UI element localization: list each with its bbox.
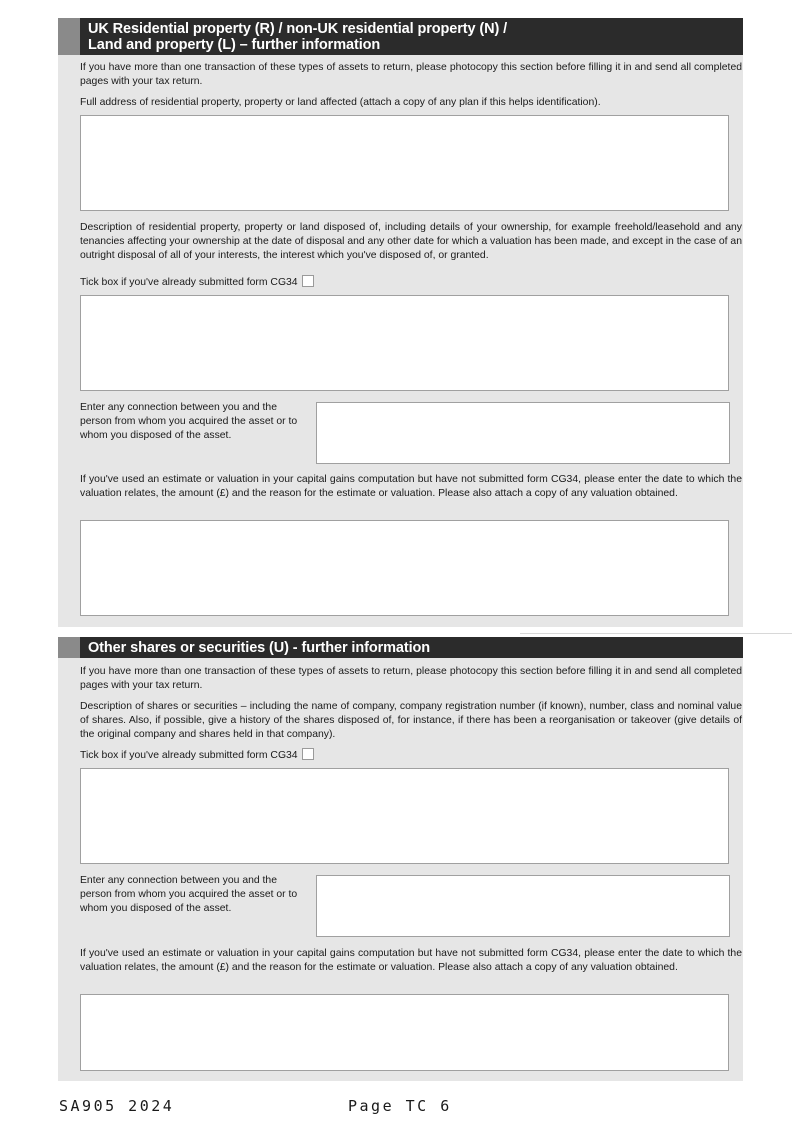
residential-intro-text: If you have more than one transaction of these types of assets to return, please photocopy this section before filling it in and send all completed pages with your tax return.: [80, 62, 742, 87]
residential-valuation-field[interactable]: [80, 520, 729, 616]
residential-connection-field[interactable]: [316, 402, 730, 464]
residential-title-line2: Land and property (L) – further information: [88, 37, 381, 53]
residential-cg34-tick-label: Tick box if you've already submitted form CG34: [80, 277, 298, 288]
shares-cg34-checkbox[interactable]: [302, 748, 314, 760]
divider-line: [520, 633, 792, 634]
residential-connection-label: Enter any connection between you and the person from whom you acquired the asset or to whom you disposed of the asset.: [80, 402, 298, 441]
property-description-label: Description of residential property, property or land disposed of, including details of your ownership, for example freehold/leasehold and any tenancies affecting your ownership at the date of disposal and any other date for which a valuation has been made, and except in the case of an outright disposal of all of your interests, the interest which you've disposed of, or granted.: [80, 222, 742, 261]
header-tab-marker: [58, 637, 80, 658]
residential-section-title: [88, 21, 735, 53]
address-label: Full address of residential property, property or land affected (attach a copy of any plan if this helps identification).: [80, 97, 601, 108]
shares-cg34-tick-label: Tick box if you've already submitted form CG34: [80, 750, 298, 761]
shares-cg34-tick-row: [80, 748, 314, 763]
property-description-field[interactable]: [80, 295, 729, 391]
shares-securities-section: [58, 637, 743, 1081]
residential-valuation-label: If you've used an estimate or valuation in your capital gains computation but have not submitted form CG34, please enter the date to which the valuation relates, the amount (£) and the reason for the estimate or valuation. Please also attach a copy of any valuation obtained.: [80, 474, 742, 499]
residential-property-section: [58, 18, 743, 627]
page-number: Page TC 6: [348, 1097, 452, 1115]
form-code: SA905 2024: [59, 1097, 175, 1115]
shares-connection-field[interactable]: [316, 875, 730, 937]
shares-intro-text: If you have more than one transaction of these types of assets to return, please photocopy this section before filling it in and send all completed pages with your tax return.: [80, 666, 742, 691]
shares-valuation-label: If you've used an estimate or valuation in your capital gains computation but have not submitted form CG34, please enter the date to which the valuation relates, the amount (£) and the reason for the estimate or valuation. Please also attach a copy of any valuation obtained.: [80, 948, 742, 973]
header-tab-marker: [58, 18, 80, 55]
residential-cg34-tick-row: [80, 275, 314, 290]
residential-title-line1: UK Residential property (R) / non-UK residential property (N) /: [88, 21, 508, 37]
shares-description-label: Description of shares or securities – including the name of company, company registration number (if known), number, class and nominal value of shares. Also, if possible, give a history of the shares disposed of, for instance, if there has been a reorganisation or takeover (give details of the original company and shares held in that company).: [80, 701, 742, 740]
residential-section-header: [58, 18, 743, 55]
shares-valuation-field[interactable]: [80, 994, 729, 1071]
shares-section-title: Other shares or securities (U) - further information: [88, 640, 431, 656]
shares-description-field[interactable]: [80, 768, 729, 864]
shares-section-header: [58, 637, 743, 658]
shares-connection-label: Enter any connection between you and the person from whom you acquired the asset or to whom you disposed of the asset.: [80, 875, 298, 914]
address-field[interactable]: [80, 115, 729, 211]
residential-cg34-checkbox[interactable]: [302, 275, 314, 287]
